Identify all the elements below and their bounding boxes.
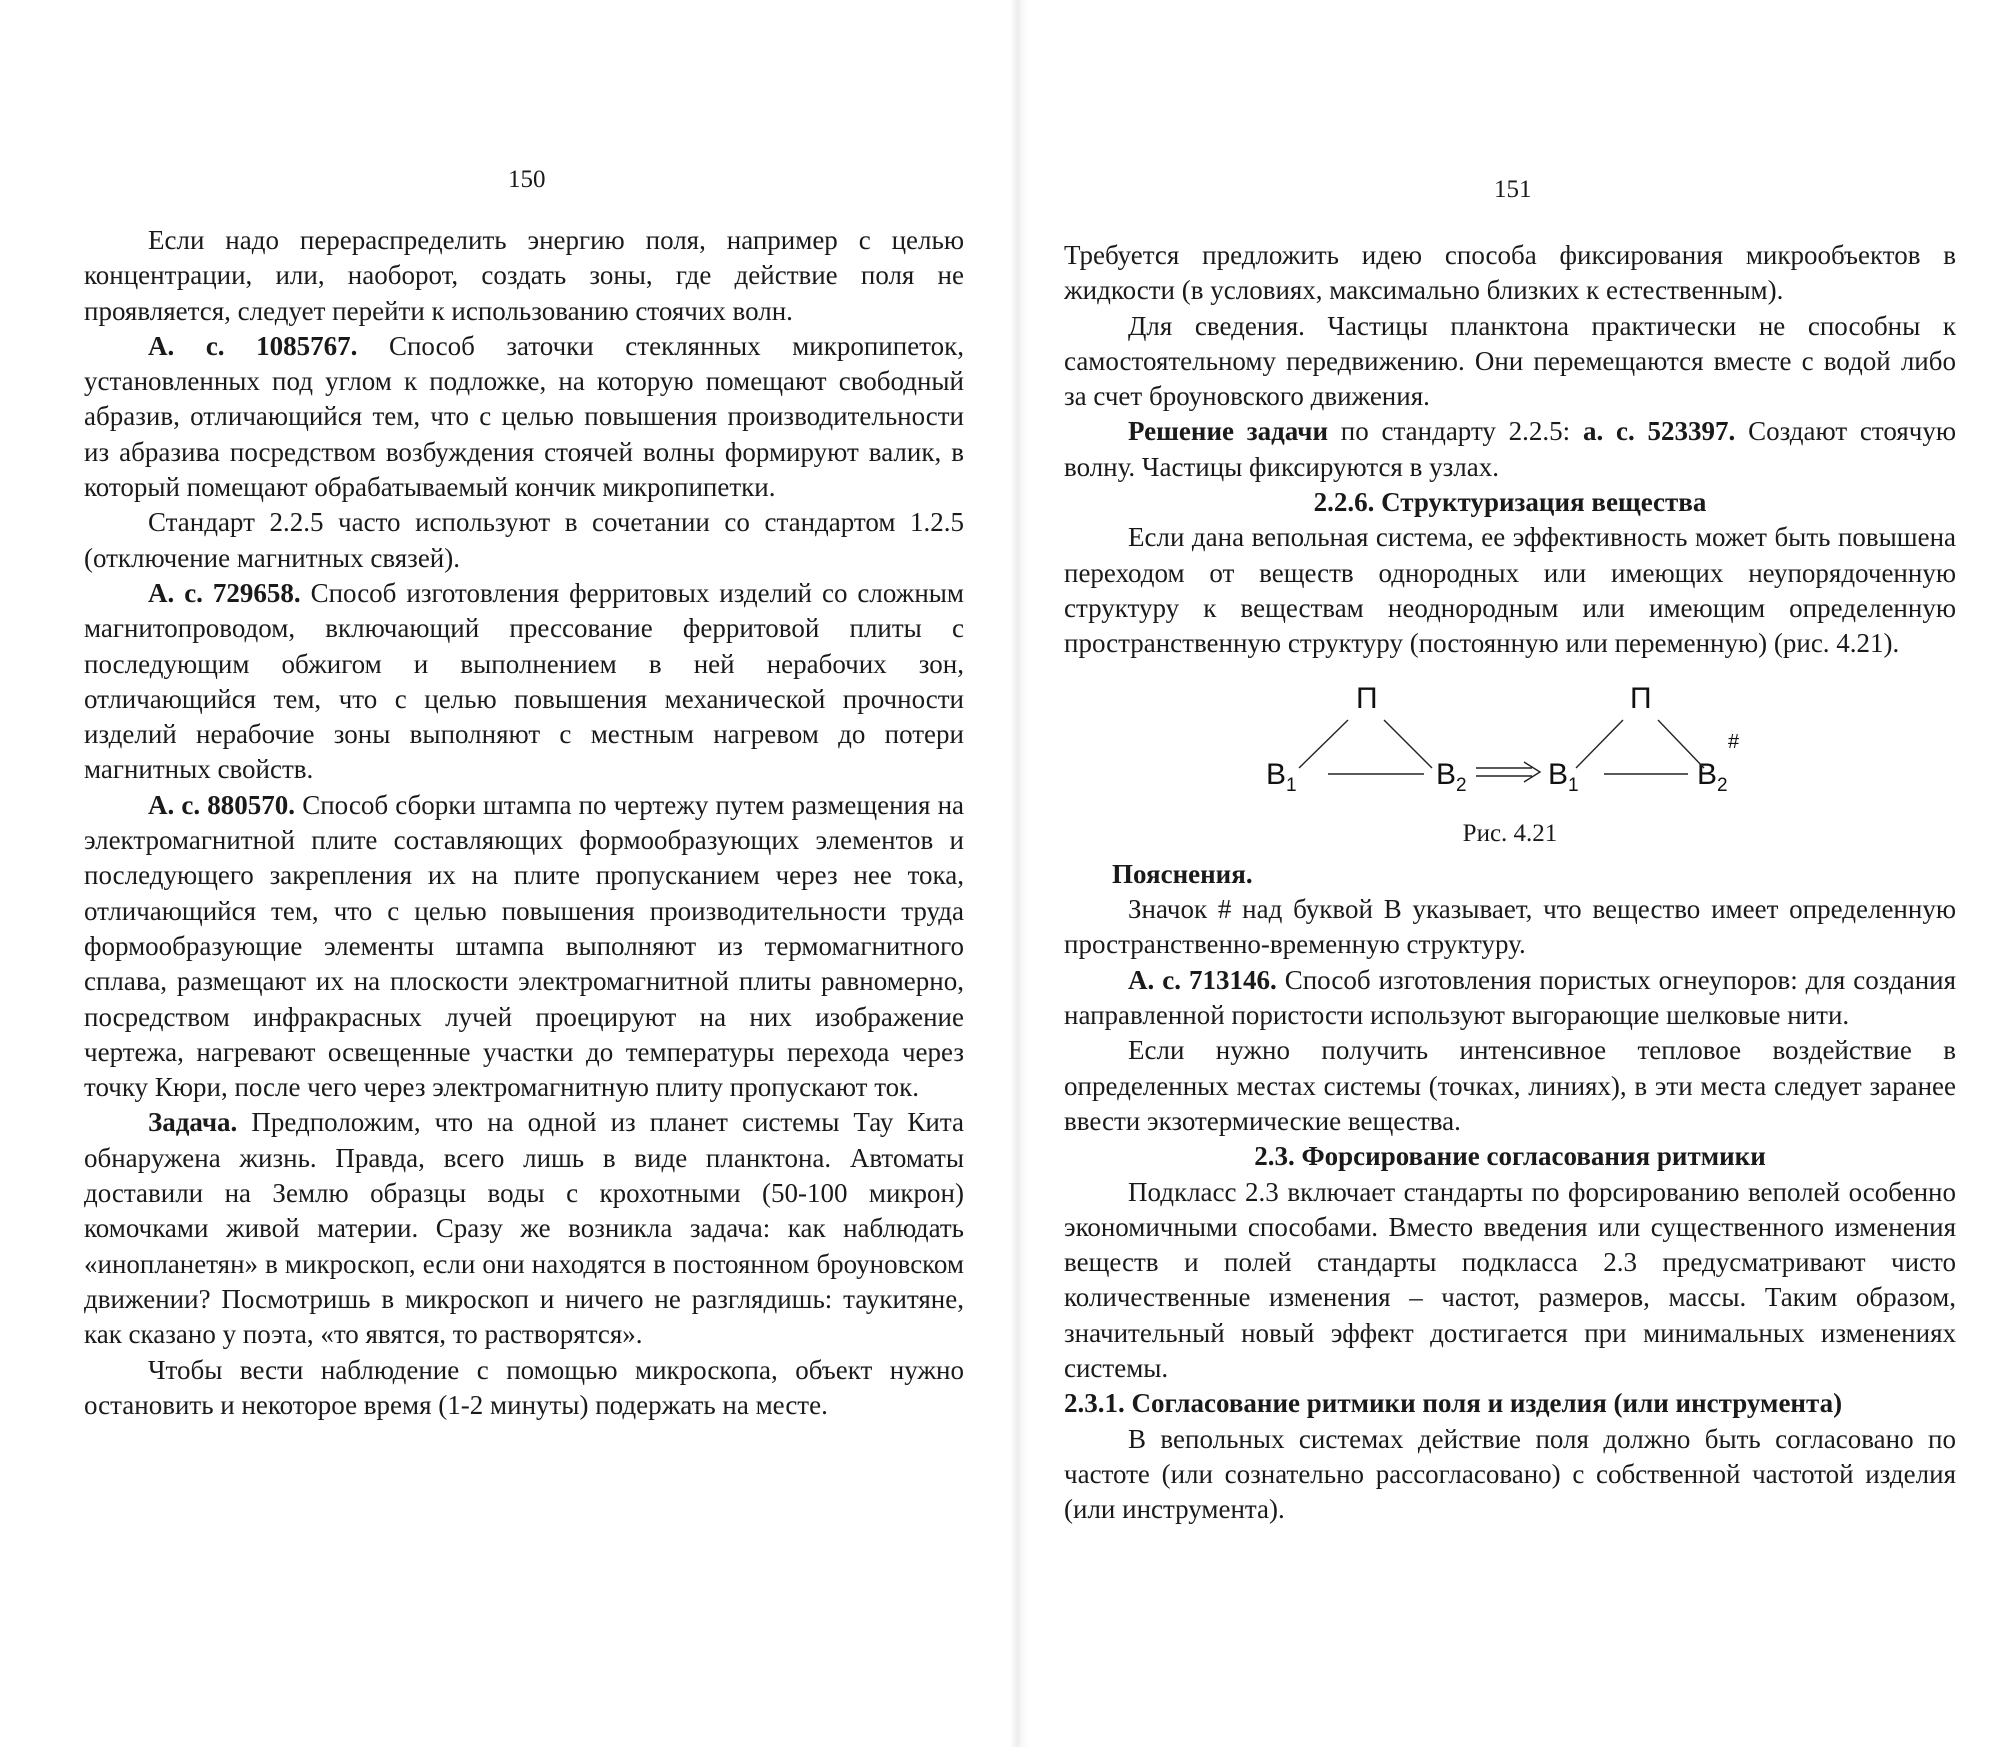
paragraph: Если нужно получить интенсивное тепловое воздействие в определенных местах системы (точках, линиях), в эти места следует заранее ввести экзотермические вещества.	[1064, 1035, 1956, 1136]
paragraph-text: по стандарту 2.2.5:	[1328, 416, 1583, 447]
diagram-arrow-head	[1524, 762, 1540, 782]
intro-paragraph: Требуется предложить идею способа фиксирования микрообъектов в жидкости (в условиях, максимально близких к естественным).	[1064, 240, 1956, 306]
paragraph: Если дана вепольная система, ее эффективность может быть повышена переходом от веществ однородных или имеющих неупорядоченную структуру к веществам неоднородным или имеющим определенную пространственную структуру (постоянную или переменную) (рис. 4.21).	[1064, 522, 1956, 659]
explanations-title: Пояснения.	[1112, 858, 1253, 889]
paragraph-text: Способ изготовления пористых огнеупоров: для создания направленной пористости используют выгорающие шелковые нити.	[1064, 964, 1957, 1031]
diagram-label-b1-left	[1266, 758, 1297, 796]
diagram-subscript: 1	[1286, 774, 1297, 796]
section-heading-2-3: 2.3. Форсирование согласования ритмики	[1254, 1141, 1766, 1172]
diagram-b-letter: В	[1548, 757, 1569, 791]
paragraph-text: Если надо перераспределить энергию поля, например с целью концентрации, или, наоборот, создать зоны, где действие поля не проявляется, следует перейти к использованию стоячих волн.	[84, 225, 964, 326]
diagram-label-b2-left	[1436, 758, 1467, 796]
diagram-subscript: 2	[1717, 774, 1728, 796]
diagram-subscript: 1	[1568, 774, 1579, 796]
diagram-edge	[1299, 720, 1348, 768]
page-number-right: 151	[1494, 176, 1532, 203]
paragraph	[84, 505, 964, 576]
paragraph	[84, 329, 964, 505]
diagram-label-b1-right	[1548, 758, 1579, 796]
paragraph-text: Предположим, что на одной из планет системы Тау Кита обнаружена жизнь. Правда, всего лишь в виде планктона. Автоматы доставили на Землю образцы воды с крохотными (50-100 микрон) комочками живой материи. Сразу же возникла задача: как наблюдать «инопланетян» в микроскоп, если они находятся в постоянном броуновском движении? Посмотришь в микроскоп и ничего не разглядишь: таукитяне, как сказано у поэта, «то явятся, то растворятся».	[84, 1107, 964, 1350]
paragraph	[84, 223, 964, 329]
paragraph-text: Способ заточки стеклянных микропипеток, установленных под углом к подложке, на которую помещают свободный абразив, отличающийся тем, что с целью повышения производительности из абразива посредством возбуждения стоячей волны формируют валик, в который помещают обрабатываемый кончик микропипетки.	[84, 330, 964, 503]
diagram-label-p-right: П	[1630, 681, 1652, 715]
right-page	[1000, 0, 2000, 1747]
diagram-b-letter: В	[1436, 757, 1457, 791]
section-heading-2-2-6: 2.2.6. Структуризация вещества	[1313, 487, 1707, 518]
left-text-column	[84, 223, 964, 1423]
paragraph	[84, 576, 964, 788]
paragraph	[84, 1105, 964, 1352]
paragraph-text: Стандарт 2.2.5 часто используют в сочетании со стандартом 1.2.5 (отключение магнитных связей).	[84, 507, 964, 573]
diagram-label-b2-right	[1697, 758, 1728, 796]
diagram-svg	[1064, 668, 1956, 816]
diagram-label-p-left: П	[1356, 681, 1378, 715]
paragraph: Значок # над буквой В указывает, что вещество имеет определенную пространственно-временную структуру.	[1064, 894, 1956, 960]
patent-number: А. с. 713146.	[1128, 964, 1277, 995]
paragraph-text: Способ сборки штампа по чертежу путем размещения на электромагнитной плите составляющих формообразующих элементов и последующего закрепления их на плите пропусканием через нее тока, отличающийся тем, что с целью повышения производительности труда формообразующие элементы штампа выполняют из термомагнитного сплава, размещают их на плоскости электромагнитной плиты равномерно, посредством инфракрасных лучей проецируют на них изображение чертежа, нагревают освещенные участки до температуры перехода через точку Кюри, после чего через электромагнитную плиту пропускают ток.	[84, 789, 965, 1103]
patent-number: А. с. 1085767.	[148, 330, 358, 361]
paragraph-text: Чтобы вести наблюдение с помощью микроскопа, объект нужно остановить и некоторое время (1-2 минуты) подержать на месте.	[84, 1354, 964, 1420]
paragraph	[1064, 963, 1956, 1034]
paragraph-text: Способ изготовления ферритовых изделий со сложным магнитопроводом, включающий прессование ферритовой плиты с последующим обжигом и выполнением в ней нерабочих зон, отличающийся тем, что с целью повышения механической прочности изделий нерабочие зоны выполняют с местным нагревом до потери магнитных свойств.	[84, 577, 964, 785]
paragraph-text: Создают стоячую волну. Частицы фиксируются в узлах.	[1064, 416, 1956, 482]
hint-paragraph: Для сведения. Частицы планктона практически не способны к самостоятельному передвижению. Они перемещаются вместе с водой либо за счет броуновского движения.	[1064, 310, 1956, 412]
su-field-diagram	[1064, 668, 1956, 816]
page-number-left: 150	[508, 166, 546, 193]
section-heading-2-3-1: 2.3.1. Согласование ритмики поля и изделия (или инструмента)	[1064, 1388, 1843, 1419]
task-label: Задача.	[148, 1107, 238, 1138]
patent-number: А. с. 880570.	[148, 789, 296, 820]
paragraph: Подкласс 2.3 включает стандарты по форсированию веполей особенно экономичными способами. Вместо введения или существенного изменения веществ и полей стандарты подкласса 2.3 предусматривают чисто количественные изменения – частот, размеров, массы. Таким образом, значительный новый эффект достигается при минимальных изменениях системы.	[1064, 1176, 1956, 1384]
patent-number: А. с. 729658.	[148, 577, 301, 608]
solution-paragraph	[1064, 414, 1956, 485]
diagram-edge	[1576, 720, 1623, 768]
diagram-subscript: 2	[1456, 774, 1467, 796]
figure-caption: Рис. 4.21	[1462, 819, 1558, 847]
paragraph: В вепольных системах действие поля должно быть согласовано по частоте (или сознательно рассогласовано) с собственной частотой изделия (или инструмента).	[1064, 1423, 1956, 1525]
right-text-column	[1064, 238, 1956, 1528]
diagram-b-letter: В	[1266, 757, 1287, 791]
diagram-b-letter: В	[1697, 757, 1718, 791]
solution-label: Решение задачи	[1128, 416, 1328, 447]
paragraph	[84, 1353, 964, 1424]
paragraph	[84, 788, 964, 1106]
patent-number: а. с. 523397.	[1582, 416, 1736, 447]
diagram-edge	[1384, 720, 1432, 768]
diagram-edge	[1658, 720, 1704, 768]
diagram-hash-mark: #	[1728, 730, 1740, 753]
